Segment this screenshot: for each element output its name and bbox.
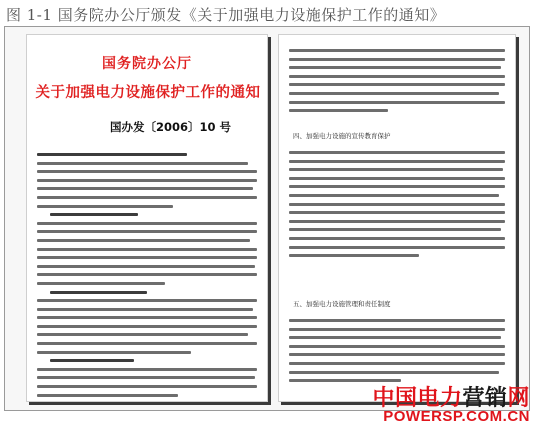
text-line — [289, 66, 501, 69]
text-line — [37, 342, 257, 345]
text-line — [37, 316, 257, 319]
text-line — [37, 376, 255, 379]
text-line — [37, 282, 165, 285]
text-line — [289, 185, 505, 188]
text-line — [289, 362, 505, 365]
section-heading: 五、加强电力设施管理和责任制度 — [293, 300, 391, 308]
text-line — [37, 368, 257, 371]
text-line — [289, 220, 505, 223]
text-line — [289, 246, 505, 249]
text-line — [289, 237, 505, 240]
text-line — [289, 353, 505, 356]
text-line — [37, 308, 253, 311]
text-line — [37, 230, 257, 233]
document-title: 关于加强电力设施保护工作的通知 — [35, 85, 261, 101]
document-number: 国办发〔2006〕10 号 — [109, 120, 231, 134]
watermark-name-part: 中国电力 — [372, 386, 463, 411]
text-line — [37, 239, 250, 242]
text-line — [289, 83, 505, 86]
text-line — [289, 328, 505, 331]
text-line — [289, 58, 505, 61]
text-line — [289, 254, 419, 257]
text-line — [37, 351, 191, 354]
text-line — [289, 319, 505, 322]
text-line — [289, 75, 505, 78]
section-heading-line — [50, 213, 138, 216]
text-line — [37, 256, 257, 259]
text-line — [289, 211, 505, 214]
text-line — [289, 228, 501, 231]
text-line — [37, 394, 178, 397]
text-line — [289, 203, 505, 206]
text-line — [289, 177, 505, 180]
text-line — [37, 187, 253, 190]
text-line — [289, 92, 499, 95]
text-line — [37, 153, 187, 156]
body-text-block — [289, 151, 505, 263]
text-line — [289, 101, 505, 104]
issuing-office: 国务院办公厅 — [102, 56, 192, 72]
document-page-right — [278, 34, 516, 402]
text-line — [289, 160, 505, 163]
text-line — [37, 273, 257, 276]
section-heading: 四、加强电力设施的宣传教育保护 — [293, 132, 391, 140]
text-line — [37, 196, 257, 199]
text-line — [289, 168, 503, 171]
text-line — [289, 336, 501, 339]
body-text-block — [37, 153, 257, 402]
watermark-name-part: 网 — [507, 386, 530, 411]
figure-caption: 图 1-1 国务院办公厅颁发《关于加强电力设施保护工作的通知》 — [6, 6, 446, 24]
text-line — [37, 333, 248, 336]
section-heading-line — [50, 291, 147, 294]
body-text-block — [289, 319, 505, 388]
document-page-left — [26, 34, 268, 402]
text-line — [37, 299, 257, 302]
text-line — [37, 205, 173, 208]
text-line — [37, 265, 255, 268]
watermark-site: POWERSP.COM.CN — [383, 408, 530, 425]
site-watermark-logo — [370, 381, 530, 425]
text-line — [37, 325, 257, 328]
text-line — [289, 151, 505, 154]
text-line — [289, 194, 499, 197]
text-line — [289, 345, 505, 348]
watermark-name-part: 营销 — [462, 386, 508, 411]
text-line — [37, 170, 257, 173]
text-line — [37, 385, 257, 388]
text-line — [289, 49, 505, 52]
text-line — [37, 162, 248, 165]
text-line — [289, 109, 388, 112]
body-text-block — [289, 49, 505, 118]
text-line — [289, 371, 499, 374]
text-line — [37, 222, 257, 225]
text-line — [37, 248, 257, 251]
text-line — [37, 179, 257, 182]
section-heading-line — [50, 359, 134, 362]
